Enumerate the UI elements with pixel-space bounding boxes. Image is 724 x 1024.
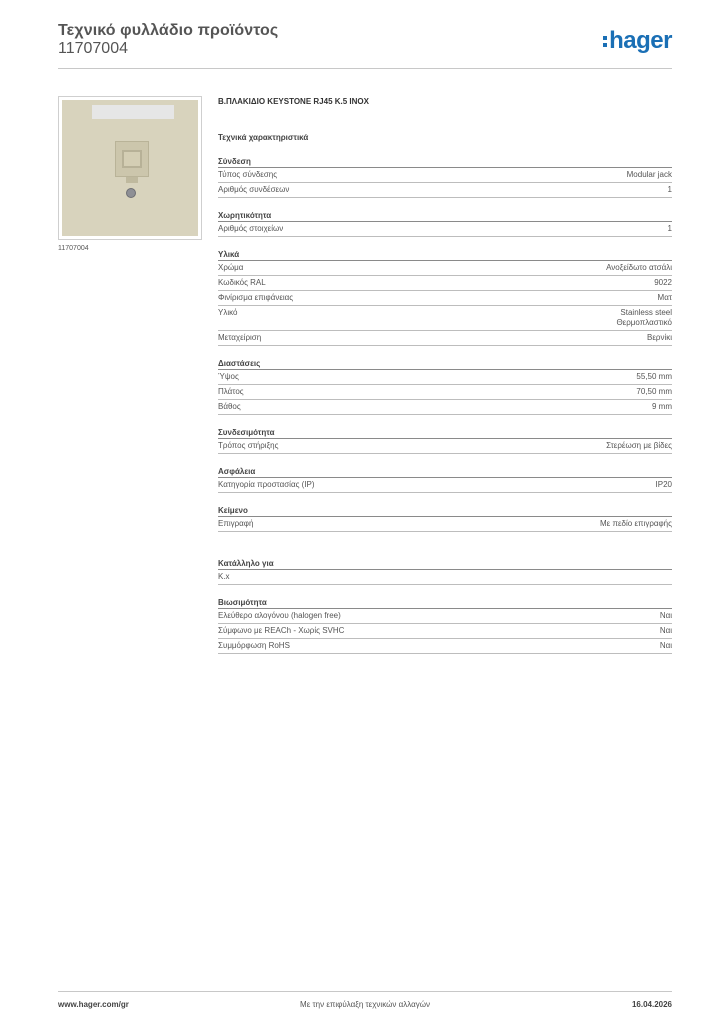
spec-group: [218, 597, 672, 654]
spec-value: [627, 170, 672, 180]
spec-value-line: 1: [667, 224, 672, 233]
spec-value: [668, 224, 672, 234]
spec-row: [218, 291, 672, 306]
spec-value: [606, 441, 672, 451]
spec-row: [218, 439, 672, 454]
spec-row: [218, 624, 672, 639]
spec-group-title: Βιωσιμότητα: [218, 597, 672, 609]
spec-row: [218, 385, 672, 400]
spec-label: Μεταχείριση: [218, 333, 262, 342]
logo-text: hager: [609, 27, 672, 54]
spec-value: [656, 480, 672, 490]
spec-group: [218, 558, 672, 585]
spec-row: [218, 168, 672, 183]
spec-group-title: Διαστάσεις: [218, 358, 672, 370]
spec-row: [218, 183, 672, 198]
logo-colon-icon: [603, 36, 607, 47]
spec-row: [218, 222, 672, 237]
spec-group-title: Σύνδεση: [218, 156, 672, 168]
spec-value-line: Stainless steel: [620, 308, 672, 317]
spec-label: Συμμόρφωση RoHS: [218, 641, 290, 650]
spec-value-line: Ματ: [657, 293, 672, 302]
spec-label: Τρόπος στήριξης: [218, 441, 279, 450]
spec-row: [218, 400, 672, 415]
spec-row: [218, 478, 672, 493]
footer-url: www.hager.com/gr: [58, 1000, 129, 1009]
spec-value: [636, 372, 672, 382]
spec-group: [218, 156, 672, 198]
spec-row: [218, 517, 672, 532]
spec-group: [218, 358, 672, 415]
spec-value-line: Ναι: [659, 626, 672, 635]
spec-value-line: 55,50 mm: [636, 372, 672, 381]
spec-group-title: Κατάλληλο για: [218, 558, 672, 570]
spec-group: [218, 466, 672, 493]
spec-group: [218, 210, 672, 237]
spec-group-title: Υλικά: [218, 249, 672, 261]
footer-note: Με την επιφύλαξη τεχνικών αλλαγών: [300, 1000, 430, 1009]
section-title: Τεχνικά χαρακτηριστικά: [218, 133, 309, 142]
spec-group-title: Συνδεσιμότητα: [218, 427, 672, 439]
keystone-plate-illustration: [62, 100, 198, 236]
product-name: Β.ΠΛΑΚΙΔΙΟ KEYSTONE RJ45 Κ.5 ΙΝΟΧ: [218, 97, 369, 106]
label-window: [92, 105, 174, 119]
jack-tab: [126, 177, 138, 183]
spec-value: [647, 333, 672, 343]
spec-value-line: Βερνίκι: [646, 333, 672, 342]
spec-content: [218, 96, 672, 654]
spec-value-line: Ναι: [659, 641, 672, 650]
spec-label: Υλικό: [218, 308, 238, 317]
spec-label: Ελεύθερο αλογόνου (halogen free): [218, 611, 341, 620]
spec-row: [218, 609, 672, 624]
spec-value: [660, 641, 672, 651]
product-code: 11707004: [58, 40, 128, 57]
spec-row: [218, 261, 672, 276]
spec-label: Πλάτος: [218, 387, 244, 396]
spec-group: [218, 505, 672, 532]
spec-group: [218, 427, 672, 454]
spec-group-title: Ασφάλεια: [218, 466, 672, 478]
spec-value-line: Με πεδίο επιγραφής: [600, 519, 672, 528]
image-caption: 11707004: [58, 245, 89, 252]
spec-value: [660, 611, 672, 621]
hager-logo: [603, 28, 672, 54]
footer-divider: [58, 991, 672, 992]
spec-value: [668, 185, 672, 195]
spec-row: [218, 331, 672, 346]
spec-group-title: Κείμενο: [218, 505, 672, 517]
spec-value-line: 1: [667, 185, 672, 194]
spec-value: [652, 402, 672, 412]
spec-group-title: Χωρητικότητα: [218, 210, 672, 222]
spec-value: [660, 626, 672, 636]
spec-group: [218, 249, 672, 346]
spec-row: [218, 639, 672, 654]
spec-row: [218, 570, 672, 585]
product-image: [58, 96, 202, 240]
spec-value: [616, 308, 672, 328]
spec-value-line: Θερμοπλαστικό: [616, 318, 672, 327]
spec-row: [218, 276, 672, 291]
spec-label: Σύμφωνο με REACh - Χωρίς SVHC: [218, 626, 345, 635]
spec-row: [218, 370, 672, 385]
rj45-jack-icon: [115, 141, 149, 177]
spec-label: Αριθμός στοιχείων: [218, 224, 284, 233]
spec-label: Φινίρισμα επιφάνειας: [218, 293, 294, 302]
spec-value: [636, 387, 672, 397]
spec-value-line: Ανοξείδωτο ατσάλι: [606, 263, 672, 272]
spec-value: [600, 519, 672, 529]
spec-label: Βάθος: [218, 402, 241, 411]
spec-label: Αριθμός συνδέσεων: [218, 185, 290, 194]
spec-label: Επιγραφή: [218, 519, 254, 528]
page-header: [58, 22, 672, 68]
spec-value-line: Στερέωση με βίδες: [606, 441, 672, 450]
header-divider: [58, 68, 672, 69]
spec-row: [218, 306, 672, 331]
spec-value: [658, 293, 672, 303]
spec-value-line: 70,50 mm: [636, 387, 672, 396]
spec-value-line: IP20: [655, 480, 672, 489]
spec-value-line: Modular jack: [626, 170, 672, 179]
spec-label: Ύψος: [218, 372, 239, 381]
page-footer: [58, 996, 672, 1010]
spec-value: [606, 263, 672, 273]
document-title: Τεχνικό φυλλάδιο προϊόντος: [58, 22, 279, 39]
screw-icon: [126, 188, 136, 198]
spec-value-line: Ναι: [659, 611, 672, 620]
spec-label: Κωδικός RAL: [218, 278, 266, 287]
spec-value-line: 9022: [654, 278, 672, 287]
spec-label: Τύπος σύνδεσης: [218, 170, 278, 179]
spec-label: Κ.x: [218, 572, 230, 581]
spec-groups: [218, 156, 672, 654]
spec-label: Χρώμα: [218, 263, 244, 272]
spec-value-line: 9 mm: [652, 402, 672, 411]
footer-date: 16.04.2026: [631, 1000, 672, 1009]
spec-value: [654, 278, 672, 288]
spec-label: Κατηγορία προστασίας (IP): [218, 480, 315, 489]
